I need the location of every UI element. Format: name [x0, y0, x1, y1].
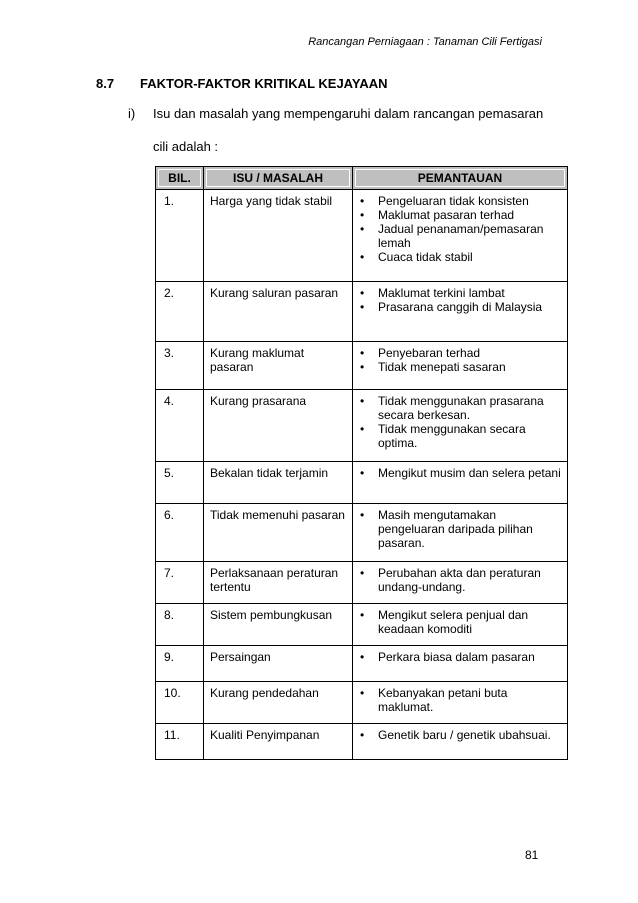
header-pemantauan: PEMANTAUAN [353, 167, 568, 190]
intro-line-2: cili adalah : [153, 139, 219, 154]
row-bil: 4. [156, 390, 204, 462]
pemantauan-list [357, 394, 563, 450]
section-heading [96, 76, 388, 91]
table-row [156, 724, 568, 760]
row-pemantauan [353, 604, 568, 646]
row-pemantauan [353, 390, 568, 462]
pemantauan-item: • Mengikut musim dan selera petani [357, 466, 563, 480]
intro-roman-marker: i) [128, 106, 136, 121]
pemantauan-item: • Maklumat pasaran terhad [357, 208, 563, 222]
table-row [156, 390, 568, 462]
table-row [156, 646, 568, 682]
row-isu: Perlaksanaan peraturan tertentu [204, 562, 353, 604]
row-bil: 10. [156, 682, 204, 724]
row-pemantauan [353, 504, 568, 562]
table-row [156, 462, 568, 504]
row-bil: 2. [156, 282, 204, 342]
pemantauan-list [357, 650, 563, 664]
intro-paragraph [128, 106, 558, 154]
row-pemantauan [353, 646, 568, 682]
row-isu: Kurang maklumat pasaran [204, 342, 353, 390]
row-pemantauan [353, 724, 568, 760]
table-row [156, 190, 568, 282]
table-body [156, 190, 568, 760]
pemantauan-list [357, 686, 563, 714]
page-number: 81 [525, 848, 539, 862]
pemantauan-list [357, 466, 563, 480]
issues-table [155, 166, 568, 760]
section-title: FAKTOR-FAKTOR KRITIKAL KEJAYAAN [140, 76, 388, 91]
pemantauan-item: • Perkara biasa dalam pasaran [357, 650, 563, 664]
row-bil: 8. [156, 604, 204, 646]
table-row [156, 504, 568, 562]
header-isu: ISU / MASALAH [204, 167, 353, 190]
table-row [156, 342, 568, 390]
row-bil: 3. [156, 342, 204, 390]
pemantauan-list [357, 566, 563, 594]
pemantauan-item: • Penyebaran terhad [357, 346, 563, 360]
row-isu: Kurang prasarana [204, 390, 353, 462]
page-header: Rancangan Perniagaan : Tanaman Cili Fertigasi [308, 36, 542, 48]
pemantauan-list [357, 286, 563, 314]
pemantauan-item: • Tidak menggunakan secara optima. [357, 422, 563, 450]
table-row [156, 682, 568, 724]
pemantauan-item: • Tidak menggunakan prasarana secara berkesan. [357, 394, 563, 422]
pemantauan-item: • Pengeluaran tidak konsisten [357, 194, 563, 208]
row-pemantauan [353, 282, 568, 342]
pemantauan-list [357, 194, 563, 264]
row-pemantauan [353, 190, 568, 282]
row-bil: 6. [156, 504, 204, 562]
pemantauan-list [357, 728, 563, 742]
pemantauan-list [357, 346, 563, 374]
row-bil: 11. [156, 724, 204, 760]
pemantauan-item: • Genetik baru / genetik ubahsuai. [357, 728, 563, 742]
row-bil: 1. [156, 190, 204, 282]
section-number: 8.7 [96, 76, 115, 91]
pemantauan-item: • Perubahan akta dan peraturan undang-undang. [357, 566, 563, 594]
table-row [156, 604, 568, 646]
row-bil: 7. [156, 562, 204, 604]
row-isu: Harga yang tidak stabil [204, 190, 353, 282]
row-isu: Kurang pendedahan [204, 682, 353, 724]
pemantauan-item: • Prasarana canggih di Malaysia [357, 300, 563, 314]
pemantauan-item: • Jadual penanaman/pemasaran lemah [357, 222, 563, 250]
table-row [156, 562, 568, 604]
pemantauan-list [357, 508, 563, 550]
row-pemantauan [353, 682, 568, 724]
row-bil: 5. [156, 462, 204, 504]
row-pemantauan [353, 342, 568, 390]
row-isu: Tidak memenuhi pasaran [204, 504, 353, 562]
pemantauan-item: • Mengikut selera penjual dan keadaan komoditi [357, 608, 563, 636]
row-pemantauan [353, 462, 568, 504]
table-row [156, 282, 568, 342]
row-isu: Sistem pembungkusan [204, 604, 353, 646]
intro-line-1: Isu dan masalah yang mempengaruhi dalam rancangan pemasaran [153, 106, 544, 121]
pemantauan-item: • Cuaca tidak stabil [357, 250, 563, 264]
row-isu: Persaingan [204, 646, 353, 682]
pemantauan-item: • Masih mengutamakan pengeluaran daripada pilihan pasaran. [357, 508, 563, 550]
row-pemantauan [353, 562, 568, 604]
table-header-row [156, 167, 568, 190]
header-bil: BIL. [156, 167, 204, 190]
row-bil: 9. [156, 646, 204, 682]
pemantauan-item: • Kebanyakan petani buta maklumat. [357, 686, 563, 714]
row-isu: Kurang saluran pasaran [204, 282, 353, 342]
row-isu: Bekalan tidak terjamin [204, 462, 353, 504]
pemantauan-list [357, 608, 563, 636]
pemantauan-item: • Maklumat terkini lambat [357, 286, 563, 300]
pemantauan-item: • Tidak menepati sasaran [357, 360, 563, 374]
row-isu: Kualiti Penyimpanan [204, 724, 353, 760]
